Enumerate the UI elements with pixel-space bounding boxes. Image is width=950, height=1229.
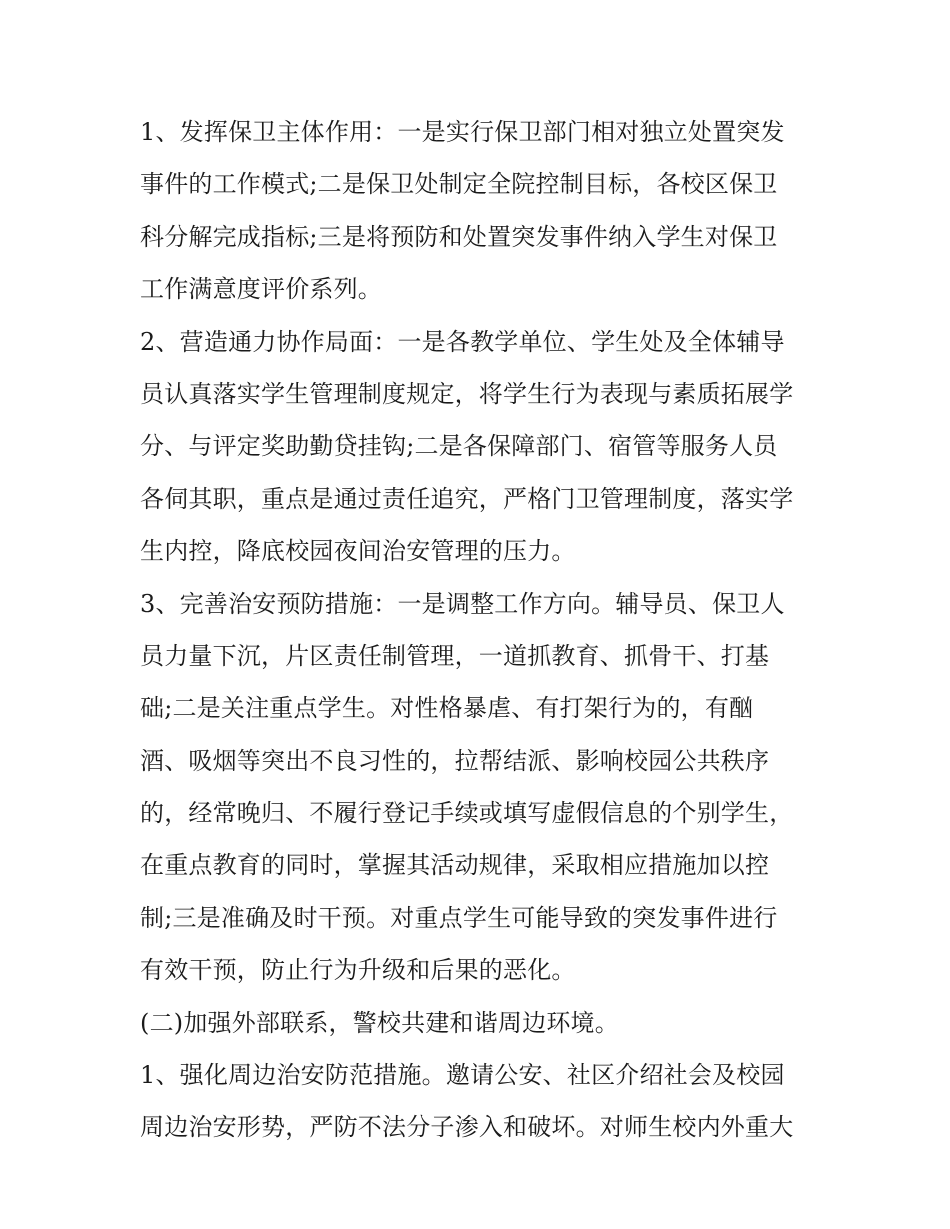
text-line: 的，经常晚归、不履行登记手续或填写虚假信息的个别学生，	[140, 799, 794, 828]
text-line: 科分解完成指标;三是将预防和处置突发事件纳入学生对保卫	[140, 222, 778, 251]
text-line: 3、完善治安预防措施：一是调整工作方向。辅导员、保卫人	[140, 589, 785, 618]
text-line: 工作满意度评价系列。	[140, 275, 382, 304]
text-line: 周边治安形势，严防不法分子渗入和破坏。对师生校内外重大	[140, 1113, 794, 1142]
text-line: 1、发挥保卫主体作用：一是实行保卫部门相对独立处置突发	[140, 118, 785, 146]
text-line: 生内控，降底校园夜间治安管理的压力。	[140, 537, 576, 566]
text-line: 分、与评定奖助勤贷挂钩;二是各保障部门、宿管等服务人员	[140, 432, 778, 461]
section-heading: (二)加强外部联系，警校共建和谐周边环境。	[140, 1008, 619, 1037]
document-body	[140, 106, 815, 1154]
text-line: 有效干预，防止行为升级和后果的恶化。	[140, 956, 576, 985]
text-line: 员力量下沉，片区责任制管理，一道抓教育、抓骨干、打基	[140, 641, 770, 670]
text-line: 制;三是准确及时干预。对重点学生可能导致的突发事件进行	[140, 903, 778, 932]
text-line: 事件的工作模式;二是保卫处制定全院控制目标，各校区保卫	[140, 170, 778, 199]
text-line: 2、营造通力协作局面：一是各教学单位、学生处及全体辅导	[140, 327, 785, 356]
text-line: 在重点教育的同时，掌握其活动规律，采取相应措施加以控	[140, 851, 770, 880]
text-line: 各伺其职，重点是通过责任追究，严格门卫管理制度，落实学	[140, 484, 794, 513]
text-line: 酒、吸烟等突出不良习性的，拉帮结派、影响校园公共秩序	[140, 746, 770, 775]
text-line: 础;二是关注重点学生。对性格暴虐、有打架行为的，有酗	[140, 694, 754, 723]
text-line: 员认真落实学生管理制度规定，将学生行为表现与素质拓展学	[140, 379, 794, 408]
text-line: 1、强化周边治安防范措施。邀请公安、社区介绍社会及校园	[140, 1061, 785, 1090]
